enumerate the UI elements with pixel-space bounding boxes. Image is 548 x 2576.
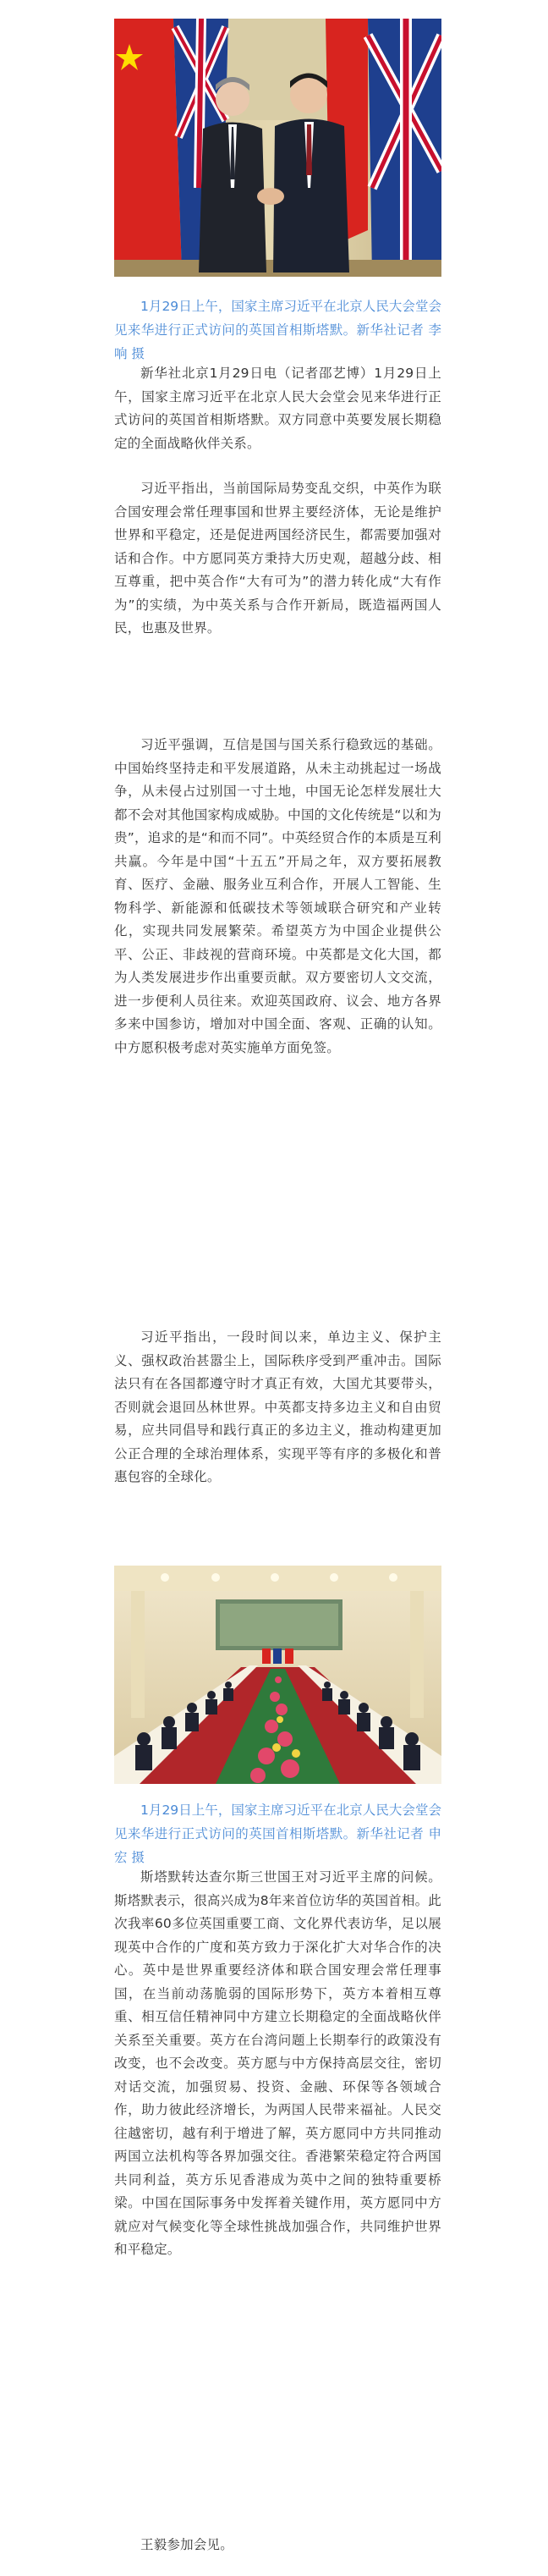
photo-caption-1: 1月29日上午，国家主席习近平在北京人民大会堂会见来华进行正式访问的英国首相斯塔默。新华社记者 李响 摄 bbox=[114, 299, 441, 361]
paragraph-6: 王毅参加会见。 bbox=[140, 2537, 233, 2552]
handshake-photo bbox=[114, 19, 441, 277]
meeting-hall-photo bbox=[114, 1566, 441, 1784]
paragraph-1: 新华社北京1月29日电（记者邵艺博）1月29日上午，国家主席习近平在北京人民大会堂会见来华进行正式访问的英国首相斯塔默。双方同意中英要发展长期稳定的全面战略伙伴关系。 bbox=[114, 366, 441, 451]
paragraph-4: 习近平指出，一段时间以来，单边主义、保护主义、强权政治甚嚣尘上，国际秩序受到严重冲击。国际法只有在各国都遵守时才真正有效，大国尤其要带头，否则就会退回丛林世界。中英都支持多边主义和自由贸易，应共同倡导和践行真正的多边主义，推动构建更加公正合理的全球治理体系，实现平等有序的多极化和普惠包容的全球化。 bbox=[114, 1329, 441, 1484]
paragraph-3: 习近平强调，互信是国与国关系行稳致远的基础。中国始终坚持走和平发展道路，从未主动挑起过一场战争，从未侵占过别国一寸土地，中国无论怎样发展壮大都不会对其他国家构成威胁。中国的文化传统是“以和为贵”，追求的是“和而不同”。中英经贸合作的本质是互利共赢。今年是中国“十五五”开局之年，双方要拓展教育、医疗、金融、服务业互利合作，开展人工智能、生物科学、新能源和低碳技术等领域联合研究和产业转化，实现共同发展繁荣。希望英方为中国企业提供公平、公正、非歧视的营商环境。中英都是文化大国，都为人类发展进步作出重要贡献。双方要密切人文交流，进一步便利人员往来。欢迎英国政府、议会、地方各界多来中国参访，增加对中国全面、客观、正确的认知。中方愿积极考虑对英实施单方面免签。 bbox=[114, 737, 441, 1055]
paragraph-5: 斯塔默转达查尔斯三世国王对习近平主席的问候。斯塔默表示，很高兴成为8年来首位访华的英国首相。此次我率60多位英国重要工商、文化界代表访华，足以展现英中合作的广度和英方致力于深化扩大对华合作的决心。英中是世界重要经济体和联合国安理会常任理事国，在当前动荡脆弱的国际形势下，英方本着相互尊重、相互信任精神同中方建立长期稳定的全面战略伙伴关系至关重要。英方在台湾问题上长期奉行的政策没有改变，也不会改变。英方愿与中方保持高层交往，密切对话交流，加强贸易、投资、金融、环保等各领域合作，助力彼此经济增长，为两国人民带来福祉。人民交往越密切，越有利于增进了解，英方愿同中方共同推动两国立法机构等各界加强交往。香港繁荣稳定符合两国共同利益，英方乐见香港成为英中之间的独特重要桥梁。中国在国际事务中发挥着关键作用，英方愿同中方就应对气候变化等全球性挑战加强合作，共同维护世界和平稳定。 bbox=[114, 1869, 441, 2257]
photo-caption-2: 1月29日上午，国家主席习近平在北京人民大会堂会见来华进行正式访问的英国首相斯塔默。新华社记者 申宏 摄 bbox=[114, 1803, 441, 1865]
paragraph-2: 习近平指出，当前国际局势变乱交织，中英作为联合国安理会常任理事国和世界主要经济体，无论是维护世界和平稳定，还是促进两国经济民生，都需要加强对话和合作。中方愿同英方秉持大历史观，超越分歧、相互尊重，把中英合作“大有可为”的潜力转化成“大有作为”的实绩，为中英关系与合作开新局，既造福两国人民，也惠及世界。 bbox=[114, 481, 441, 636]
